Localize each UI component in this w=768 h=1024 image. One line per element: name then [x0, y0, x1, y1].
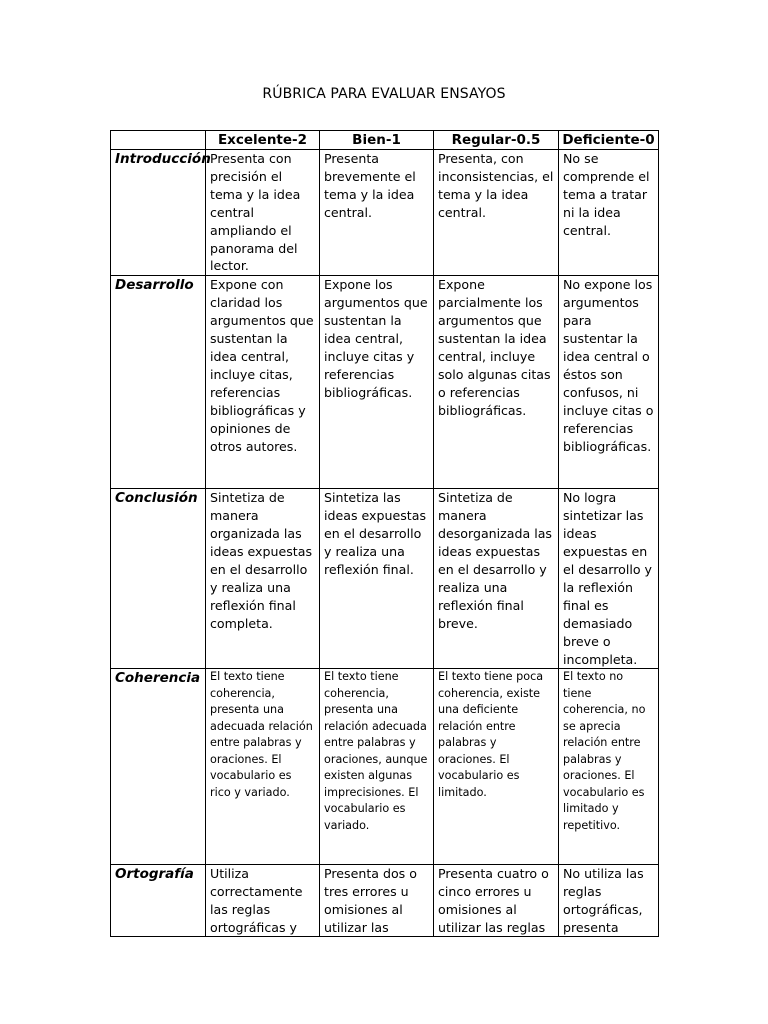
rubric-cell: [434, 865, 559, 937]
rubric-cell: Expone con claridad los argumentos que sustentan la idea central, incluye citas, referencias bibliográficas y opiniones de otros autores.: [206, 276, 320, 489]
header-excelente: Excelente-2: [206, 131, 320, 150]
header-bien: Bien-1: [320, 131, 434, 150]
table-row: [111, 865, 659, 937]
rubric-cell: No logra sintetizar las ideas expuestas en el desarrollo y la reflexión final es demasiado breve o incompleta.: [559, 489, 659, 669]
criterion-label: Ortografía: [111, 865, 206, 937]
rubric-cell: Presenta brevemente el tema y la idea central.: [320, 150, 434, 276]
criterion-label: Coherencia: [111, 669, 206, 865]
rubric-cell: El texto no tiene coherencia, no se aprecia relación entre palabras y oraciones. El vocabulario es limitado y repetitivo.: [559, 669, 659, 865]
rubric-cell: Presenta, con inconsistencias, el tema y la idea central.: [434, 150, 559, 276]
rubric-cell: El texto tiene poca coherencia, existe una deficiente relación entre palabras y oraciones. El vocabulario es limitado.: [434, 669, 559, 865]
rubric-cell: [206, 865, 320, 937]
rubric-cell: [559, 865, 659, 937]
table-row: [111, 669, 659, 865]
header-regular: Regular-0.5: [434, 131, 559, 150]
rubric-cell: Expone los argumentos que sustentan la idea central, incluye citas y referencias bibliográficas.: [320, 276, 434, 489]
rubric-cell: Presenta con precisión el tema y la idea central ampliando el panorama del lector.: [206, 150, 320, 276]
header-row: [111, 131, 659, 150]
rubric-cell-text: No utiliza las reglas ortográficas, presenta: [563, 866, 644, 936]
rubric-cell: Sintetiza de manera desorganizada las ideas expuestas en el desarrollo y realiza una reflexión final breve.: [434, 489, 559, 669]
rubric-cell: Expone parcialmente los argumentos que sustentan la idea central, incluye solo algunas citas o referencias bibliográficas.: [434, 276, 559, 489]
document-title: RÚBRICA PARA EVALUAR ENSAYOS: [262, 86, 506, 102]
header-deficiente: Deficiente-0: [559, 131, 659, 150]
rubric-cell-text: Utiliza correctamente las reglas ortográficas y: [210, 866, 303, 936]
header-empty: [111, 131, 206, 150]
rubric-cell-text: Presenta dos o tres errores u omisiones al utilizar las: [324, 866, 417, 936]
rubric-cell: El texto tiene coherencia, presenta una relación adecuada entre palabras y oraciones, aunque existen algunas imprecisiones. El vocabulario es variado.: [320, 669, 434, 865]
rubric-cell: No se comprende el tema a tratar ni la idea central.: [559, 150, 659, 276]
criterion-label: Desarrollo: [111, 276, 206, 489]
rubric-table: [110, 130, 659, 937]
table-row: [111, 276, 659, 489]
rubric-cell: [320, 865, 434, 937]
rubric-cell-text: Presenta cuatro o cinco errores u omisiones al utilizar las reglas: [438, 866, 549, 936]
table-row: [111, 489, 659, 669]
table-row: [111, 150, 659, 276]
rubric-cell: No expone los argumentos para sustentar la idea central o éstos son confusos, ni incluye citas o referencias bibliográficas.: [559, 276, 659, 489]
rubric-cell: Sintetiza las ideas expuestas en el desarrollo y realiza una reflexión final.: [320, 489, 434, 669]
rubric-cell: Sintetiza de manera organizada las ideas expuestas en el desarrollo y realiza una reflexión final completa.: [206, 489, 320, 669]
rubric-cell: El texto tiene coherencia, presenta una adecuada relación entre palabras y oraciones. El vocabulario es rico y variado.: [206, 669, 320, 865]
criterion-label: Conclusión: [111, 489, 206, 669]
criterion-label: Introducción: [111, 150, 206, 276]
